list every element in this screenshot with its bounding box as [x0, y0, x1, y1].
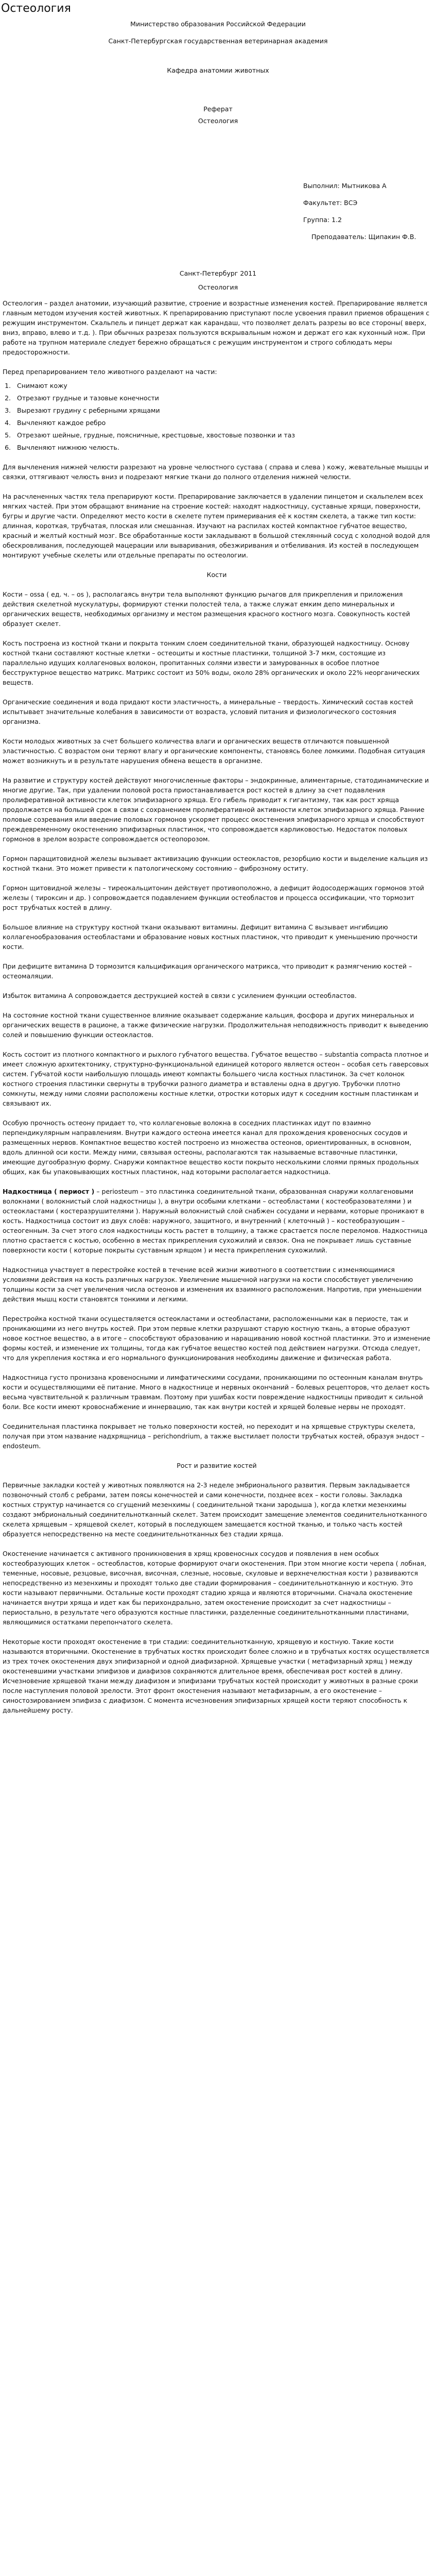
- bones-paragraph: Большое влияние на структуру костной ткани оказывают витамины. Дефицит витамина С вызывает ингибицию коллагенообразования остеобластами и образование новых костных пластинок, что приводит к уменьшению прочности кости.: [3, 923, 418, 951]
- bones-paragraph: Гормон щитовидной железы – тиреокальцитонин действует противоположно, а дефицит йодосодержащих гормонов этой железы ( тироксин и др. ) сопровождается подавлением функции остеобластов и процесса оссификации, что тормозит рост трубчатых костей в длину.: [3, 884, 424, 911]
- title-page: [0, 19, 436, 292]
- body-paragraph: Надкостница участвует в перестройке костей в течение всей жизни животного в соответствии с изменяющимися условиями действия на кость различных нагрузок. Увеличение мышечной нагрузки на кости способствует увеличению толщины кости за счет увеличения числа остеонов и изменения их взаимного расположения. Напротив, при уменьшении действия мышц кости становятся тонкими и легкими.: [3, 1266, 422, 1303]
- list-item: 5. Отрезают шейные, грудные, поясничные, крестцовые, хвостовые позвонки и таз: [13, 430, 431, 440]
- body-paragraph: На расчлененных частях тела препарируют кости. Препарирование заключается в удалении пинцетом и скальпелем всех мягких частей. При этом обращают внимание на строение костей: находят надкостницу, суставные хрящи, поверхности, бугры и другие части. Определяют место кости в скелете путем примеривания её к костям скелета, а также тип кости: длинная, короткая, трубчатая, плоская или смешанная. Изучают на распилах костей компактное губчатое вещество, красный и желтый костный мозг. Все обработанные кости закладывают в большой стеклянный сосуд с холодной водой для обескровливания, последующей мацерации или вываривания, обезжиривания и отбеливания. Из костей в последующем монтируют учебные скелеты или отдельные препараты по остеологии.: [3, 493, 430, 559]
- periosteum-text: – periosteum – это пластинка соединительной ткани, образованная снаружи коллагеновыми волокнами ( волокнистый слой надкостницы ), а внутри особыми клетками – остеобластами ( костеобразователями ) и остеокластами ( костеразрушителями ). Наружный волокнистый слой снабжен сосудами и нервами, которые проникают в кость. Надкостница состоит из двух слоёв: наружного, защитного, и внутренний ( клеточный ) – костеобразующим – остеогенным. За счет этого слоя надкостницы кость растет в толщину, а также срастается после переломов. Надкостница плотно срастается с костью, особенно в местах прикрепления сухожилий и связок. Она не покрывает лишь суставные поверхности кости ( которые покрыты суставным хрящом ) и места прикрепления сухожилий.: [3, 1188, 428, 1254]
- department-line: Кафедра анатомии животных: [167, 66, 269, 74]
- growth-paragraph: Некоторые кости проходят окостенение в три стадии: соединительнотканную, хрящевую и костную. Такие кости называются вторичными. Окостенение в трубчатых костях происходит более сложно и в трубчатых костях осуществляется из трех точек окостенения двух эпифизарной и одной диафизарной. Хрящевые участки ( метафизарный хрящ ) между окостеневшими участками эпифизов и диафизов сохраняются длительное время, обеспечивая рост костей в длину. Исчезновение хрящевой ткани между диафизом и эпифизами трубчатых костей происходит у животных в разные сроки после наступления половой зрелости. Этот фронт окостенения называют метафизарным, а его окостенение – синостозированием эпифиза с диафизом. С момента исчезновения эпифизарных хрящей кости теряют способность к дальнейшему росту.: [3, 1638, 429, 1714]
- body-paragraph: Для вычленения нижней челюсти разрезают на уровне челюстного сустава ( справа и слева ) кожу, жевательные мышцы и связки, оттягивают челюсть вниз и подрезают мягкие ткани до полного отделения нижней челюсти.: [3, 463, 429, 481]
- teacher-line: Преподаватель: Щипакин Ф.В.: [311, 233, 416, 241]
- topic-line: Остеология: [198, 117, 238, 125]
- topic-repeat-line: Остеология: [198, 283, 238, 291]
- academy-line: Санкт-Петербургская государственная ветеринарная академия: [108, 37, 328, 45]
- author-line: Выполнил: Мытникова А: [303, 182, 387, 190]
- body-paragraph: Соединительная пластинка покрывает не только поверхности костей, но переходит и на хрящевые структуры скелета, получая при этом название надхрящница – perichondrium, а также выстилает полости трубчатых костей, образуя эндост – endosteum.: [3, 1422, 425, 1450]
- list-item: 1. Снимают кожу: [13, 381, 431, 391]
- intro-paragraph: Остеология – раздел анатомии, изучающий развитие, строение и возрастные изменения костей. Препарирование является главным методом изучения костей животных. К препарированию приступают после усвоения правил приемов обращения с режущим инструментом. Скальпель и пинцет держат как карандаш, что позволяет делать разрезы во все стороны( вверх, вниз, вправо, влево и т.д. ). При обычных разрезах пользуются вскрывальным ножом и держат его как кухонный нож. При работе на трупном материале следует бережно обращаться с режущим инструментом и строго соблюдать меры предосторожности.: [3, 299, 430, 356]
- faculty-line: Факультет: ВСЭ: [303, 199, 358, 207]
- bones-paragraph: Кости – ossa ( ед. ч. – os ), располагаясь внутри тела выполняют функцию рычагов для прикрепления и приложения действия скелетной мускулатуры, формируют стенки полостей тела, а также служат емким депо минеральных и органических веществ, необходимых организму и местом размещения красного костного мозга. Совокупность костей образует скелет.: [3, 590, 410, 628]
- body-paragraph: Перестройка костной ткани осуществляется остеокластами и остеобластами, расположенными как в периосте, так и проникающими из него внутрь костей. При этом первые клетки разрушают старую костную ткань, а вторые образуют новое костное вещество, а в итоге – способствуют образованию и наращиванию новой костной пластинки. Это и изменение формы костей, и изменение их толщины, тогда как губчатое вещество костей под действием нагрузки. Отсюда следует, что для укрепления костяка и его нормального функционирования необходимы движение и физическая работа.: [3, 1315, 430, 1362]
- list-item: 2. Отрезают грудные и тазовые конечности: [13, 393, 431, 403]
- bones-paragraph: При дефиците витамина D тормозится кальцификация органического матрикса, что приводит к размягчению костей – остеомаляции.: [3, 962, 412, 980]
- bones-paragraph: Особую прочность остеону придает то, что коллагеновые волокна в соседних пластинках идут по взаимно перпендикулярным направлениям. Внутри каждого остеона имеется канал для прохождения кровеносных сосудов и размещенных нервов. Компактное вещество костей построено из множества остеонов, ориентированных, в основном, вдоль длинной оси кости. Между ними, связывая остеоны, располагаются так называемые вставочные пластинки, имеющие дугообразную форму. Снаружи компактное вещество кости покрыто несколькими слоями прямых продольных общих, как бы упаковывающих костных пластинок, над которыми располагается надкостница.: [3, 1119, 419, 1176]
- parts-list: [3, 381, 431, 452]
- list-item: 6. Вычленяют нижнюю челюсть.: [13, 443, 431, 452]
- section-heading-growth: Рост и развитие костей: [177, 1462, 257, 1469]
- bones-paragraph: Органические соединения и вода придают кости эластичность, а минеральные – твердость. Химический состав костей испытывает значительные колебания в зависимости от возраста, условий питания и физиологического состояния организма.: [3, 698, 413, 725]
- periosteum-paragraph: [3, 1187, 431, 1255]
- growth-paragraph: Окостенение начинается с активного проникновения в хрящ кровеносных сосудов и появления в нем особых костеобразующих клеток – остеобластов, которые формируют очаги окостенения. При этом многие кости черепа ( лобная, теменные, носовые, резцовые, височная, височная, слезные, носовые, скуловые и верхнечелюстная кости ) развиваются непосредственно из мезенхимы и проходят только две стадии формирования – соединительнотканную и костную. Это кости называют первичными. Остальные кости проходят стадию хряща и являются вторичными. Сначала окостенение начинается внутри хряща и идет как бы перихондрально, затем окостенение происходит за счет надкостницы – периостально, в результате чего образуются костные пластинки, разделенные соединительнотканными пластинами, являющимися остатками перепончатого скелета.: [3, 1550, 427, 1626]
- list-item: 3. Вырезают грудину с реберными хрящами: [13, 405, 431, 415]
- ministry-line: Министерство образования Российской Федерации: [130, 20, 306, 28]
- work-type-line: Реферат: [203, 105, 233, 113]
- bones-paragraph: Избыток витамина А сопровождается деструкцией костей в связи с усилением функции остеобластов.: [3, 992, 357, 999]
- growth-paragraph: Первичные закладки костей у животных появляются на 2-3 неделе эмбрионального развития. Первым закладывается позвоночный столб с ребрами, затем поясы конечностей и сами конечности, позднее всех – кости головы. Закладка костных структур начинается со сгущений мезенхимы ( соединительной ткани зародыша ), когда клетки мезенхимы создают эмбриональный соединительнотканный скелет. Затем происходит замещение элементов соединительнотканного скелета хрящевым – хрящевой скелет, который в последующем замещается костной тканью, и только часть костей образуется непосредственно на месте соединительнотканных без стадии хряща.: [3, 1481, 427, 1538]
- document-title: Остеология: [1, 2, 71, 15]
- document-body: [0, 298, 436, 1715]
- group-line: Группа: 1.2: [303, 216, 342, 224]
- bones-paragraph: Кость состоит из плотного компактного и рыхлого губчатого вещества. Губчатое вещество – substantia compacta плотное и имеет сложную архитектонику, структурно-функциональной единицей которого является остеон – особая сеть гаверсовых систем. Губчатой кости наибольшую площадь имеют компакты большего числа костных пластинок. За счет колонок костного строения пластинки свернуты в трубочки разного диаметра и вставлены одна в другую. Трубочки плотно сомкнуты, между ними слоями расположены костные клетки, отростки которых идут к соседним костным пластинкам и связывают их.: [3, 1050, 429, 1107]
- list-item: 4. Вычленяют каждое ребро: [13, 418, 431, 428]
- bones-paragraph: На развитие и структуру костей действуют многочисленные факторы – эндокринные, алиментарные, статодинамические и многие другие. Так, при удалении половой роста приостанавливается рост костей в длину за счет подавления пролиферативной активности клеток эпифизарного хряща. Его гибель приводит к гигантизму, так как рост хряща продолжается на большей срок в связи с сохранением пролиферативной активности клеток эпифизарного хряща. Ранние половые созревания или введение половых гормонов ускоряет процесс окостенения эпифизарного хряща и способствуют преждевременному окостенению эпифизарных пластинок, что сопровождается карликовостью. Недостаток половых гормонов в зрелом возрасте сопровождается остеопорозом.: [3, 776, 429, 843]
- section-heading-bones: Кости: [206, 571, 227, 579]
- periosteum-term: Надкостница ( периост ): [3, 1188, 95, 1195]
- parts-intro: Перед препарированием тело животного разделают на части:: [3, 368, 217, 376]
- body-paragraph: Надкостница густо пронизана кровеносными и лимфатическими сосудами, проникающими по остеонным каналам внутрь кости и осуществляющими её питание. Много в надкостнице и нервных окончаний – болевых рецепторов, что делает кость весьма чувствительной к различным травмам. Поэтому при ушибах кости повреждение надкостницы приводит к сильной боли. Все кости имеют кровоснабжение и иннервацию, так как внутри костей и хрящей болевые нервы не проходят.: [3, 1374, 430, 1411]
- bones-paragraph: На состояние костной ткани существенное влияние оказывает содержание кальция, фосфора и других минеральных и органических веществ в рационе, а также физические нагрузки. Продолжительная неподвижность приводит к выведению солей и повышению функции остеокластов.: [3, 1011, 428, 1039]
- city-year-line: Санкт-Петербург 2011: [179, 269, 257, 277]
- bones-paragraph: Гормон паращитовидной железы вызывает активизацию функции остеокластов, резорбцию кости и выделение кальция из костной ткани. Это может привести к патологическому состоянию – фиброзному оститу.: [3, 855, 428, 872]
- author-block: [0, 181, 436, 242]
- bones-paragraph: Кость построена из костной ткани и покрыта тонким слоем соединительной ткани, образующей надкостницу. Основу костной ткани составляют костные клетки – остеоциты и костные пластинки, толщиной 3-7 мкм, состоящие из параллельно идущих коллагеновых волокон, пропитанных солями извести и замурованных в особое плотное бесструктурное вещество матрикс. Матрикс состоит из 50% воды, около 28% органических и около 22% неорганических веществ.: [3, 639, 420, 686]
- bones-paragraph: Кости молодых животных за счет большего количества влаги и органических веществ отличаются повышенной эластичностью. С возрастом они теряют влагу и органические компоненты, становясь более ломкими. Подобная ситуация может возникнуть и в результате нарушения обмена веществ в организме.: [3, 737, 425, 765]
